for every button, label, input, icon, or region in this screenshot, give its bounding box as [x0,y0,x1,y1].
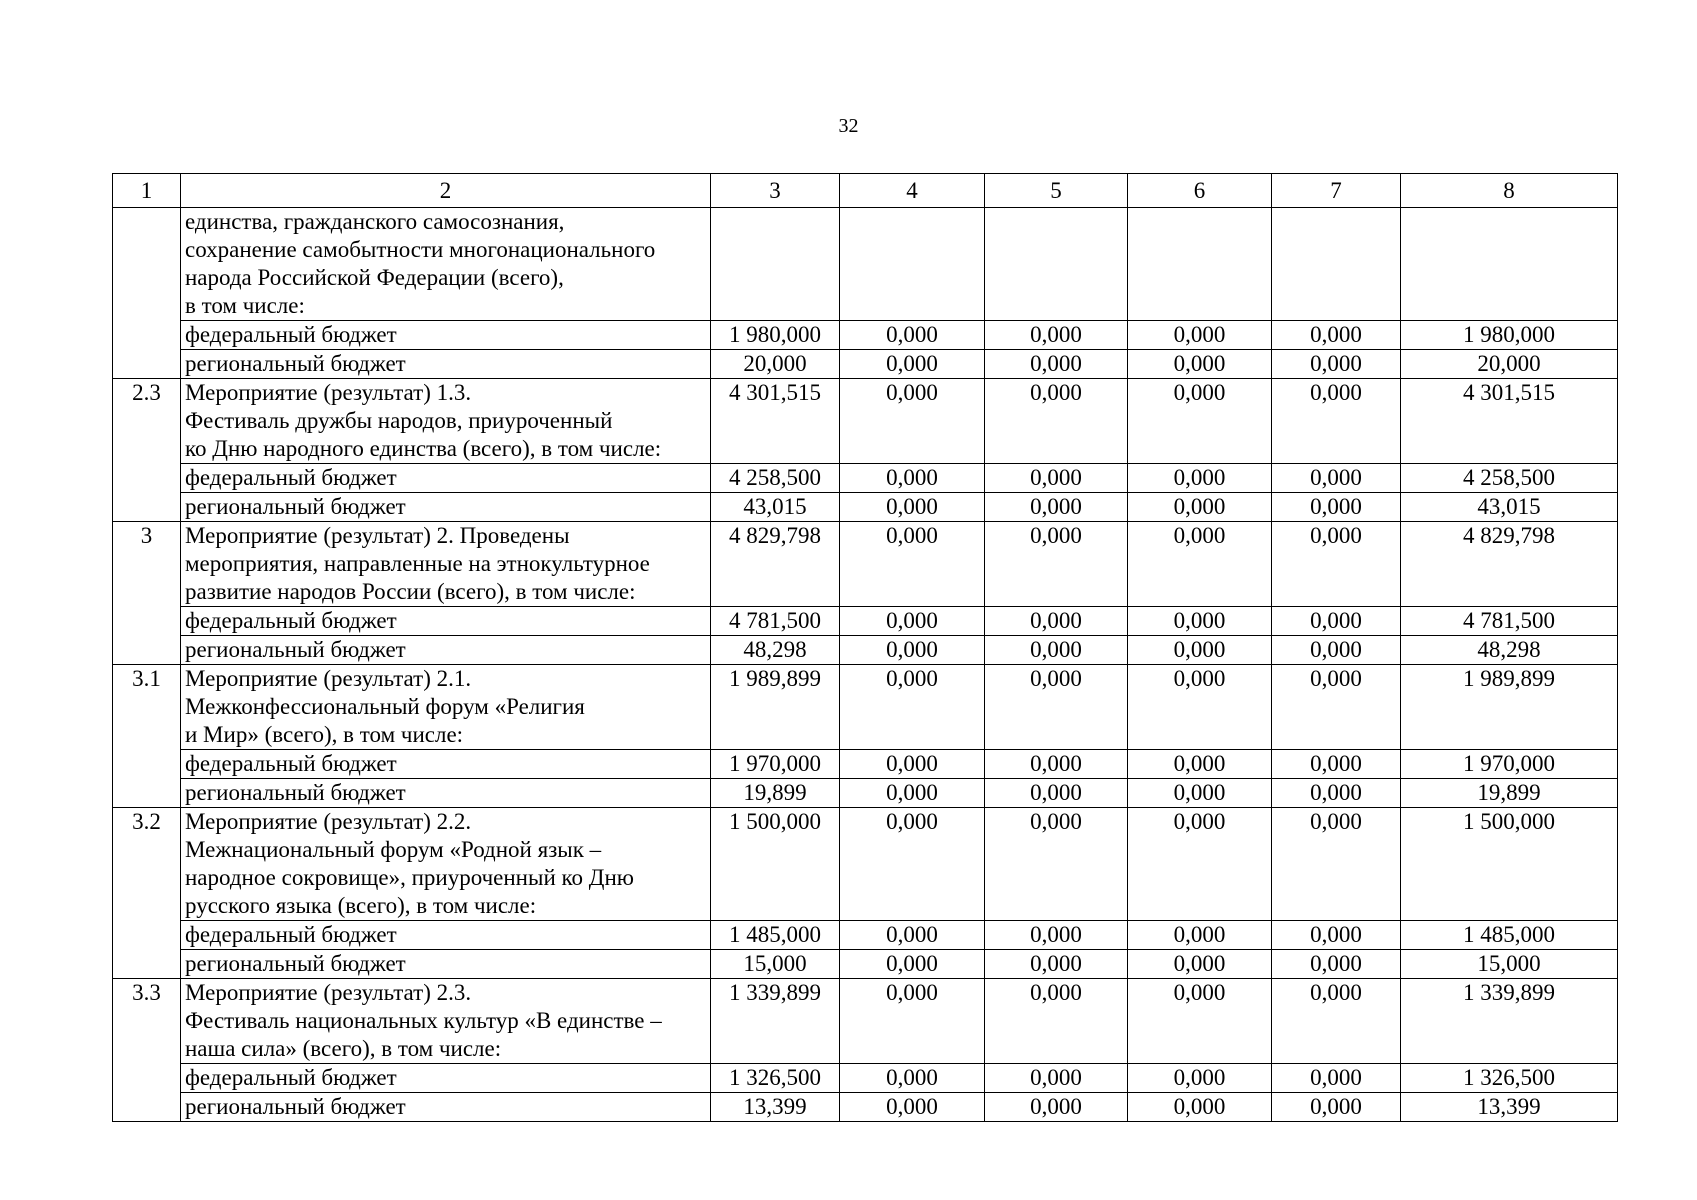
item-name-line: Мероприятие (результат) 2.2. [185,809,472,834]
value-cell: 0,000 [985,750,1128,779]
table-row [113,1064,1618,1093]
header-cell: 4 [840,174,985,208]
value-cell: 0,000 [1272,493,1401,522]
value-cell: 0,000 [1272,350,1401,379]
value-cell: 48,298 [1401,636,1618,665]
value-cell: 4 258,500 [711,464,840,493]
item-name-line: Фестиваль дружбы народов, приуроченный [185,408,613,433]
item-name-cell [181,321,711,350]
value-cell: 0,000 [840,464,985,493]
value-cell: 0,000 [985,1064,1128,1093]
value-cell: 4 258,500 [1401,464,1618,493]
value-cell: 0,000 [840,607,985,636]
value-cell: 19,899 [711,779,840,808]
table-row [113,808,1618,921]
item-name-cell [181,350,711,379]
item-name-line: региональный бюджет [185,951,406,976]
value-cell: 0,000 [1272,950,1401,979]
value-cell: 0,000 [985,493,1128,522]
header-cell: 6 [1128,174,1272,208]
row-number-cell: 3.2 [113,808,181,979]
value-cell: 0,000 [840,350,985,379]
value-cell: 4 781,500 [711,607,840,636]
value-cell: 0,000 [1128,1093,1272,1122]
value-cell: 0,000 [1272,522,1401,607]
value-cell: 1 339,899 [711,979,840,1064]
value-cell [711,208,840,321]
item-name-line: федеральный бюджет [185,322,397,347]
header-cell: 3 [711,174,840,208]
row-number-cell: 2.3 [113,379,181,522]
item-name-line: федеральный бюджет [185,465,397,490]
value-cell: 20,000 [1401,350,1618,379]
value-cell: 0,000 [985,979,1128,1064]
table-row [113,750,1618,779]
value-cell: 1 326,500 [711,1064,840,1093]
item-name-line: Мероприятие (результат) 2.1. [185,666,472,691]
value-cell: 1 500,000 [711,808,840,921]
value-cell: 0,000 [985,808,1128,921]
value-cell: 0,000 [985,321,1128,350]
value-cell: 1 989,899 [711,665,840,750]
item-name-line: сохранение самобытности многонационального [185,237,656,262]
item-name-line: федеральный бюджет [185,751,397,776]
value-cell: 0,000 [985,350,1128,379]
row-number-cell: 3.1 [113,665,181,808]
item-name-line: и Мир» (всего), в том числе: [185,722,464,747]
item-name-line: наша сила» (всего), в том числе: [185,1036,502,1061]
value-cell: 0,000 [1272,1064,1401,1093]
value-cell: 1 970,000 [1401,750,1618,779]
value-cell: 0,000 [840,493,985,522]
value-cell: 0,000 [1128,1064,1272,1093]
value-cell: 4 781,500 [1401,607,1618,636]
value-cell: 0,000 [840,808,985,921]
table-row [113,1093,1618,1122]
value-cell: 0,000 [985,522,1128,607]
item-name-cell [181,493,711,522]
value-cell: 0,000 [1272,921,1401,950]
value-cell: 0,000 [1128,379,1272,464]
value-cell: 0,000 [1128,921,1272,950]
item-name-cell [181,979,711,1064]
value-cell: 1 339,899 [1401,979,1618,1064]
item-name-line: региональный бюджет [185,494,406,519]
value-cell: 0,000 [985,636,1128,665]
value-cell: 0,000 [985,1093,1128,1122]
value-cell: 43,015 [711,493,840,522]
value-cell: 19,899 [1401,779,1618,808]
value-cell: 0,000 [985,950,1128,979]
value-cell: 0,000 [1128,350,1272,379]
value-cell: 0,000 [1128,607,1272,636]
value-cell: 0,000 [1128,493,1272,522]
item-name-line: в том числе: [185,293,305,318]
row-number-cell [113,208,181,379]
table-row [113,493,1618,522]
value-cell: 0,000 [1272,779,1401,808]
value-cell: 0,000 [840,979,985,1064]
item-name-line: Межнациональный форум «Родной язык – [185,837,602,862]
item-name-line: региональный бюджет [185,780,406,805]
table-row [113,979,1618,1064]
header-cell: 7 [1272,174,1401,208]
value-cell: 1 980,000 [1401,321,1618,350]
value-cell: 0,000 [1128,636,1272,665]
item-name-line: развитие народов России (всего), в том числе: [185,579,636,604]
value-cell: 1 980,000 [711,321,840,350]
item-name-line: мероприятия, направленные на этнокультурное [185,551,650,576]
item-name-cell [181,779,711,808]
table-row [113,522,1618,607]
item-name-line: народное сокровище», приуроченный ко Дню [185,865,634,890]
item-name-line: региональный бюджет [185,1094,406,1119]
table-row [113,321,1618,350]
value-cell: 1 326,500 [1401,1064,1618,1093]
value-cell: 0,000 [985,607,1128,636]
value-cell: 0,000 [1128,522,1272,607]
value-cell: 0,000 [1128,808,1272,921]
item-name-cell [181,208,711,321]
value-cell: 0,000 [840,921,985,950]
value-cell: 0,000 [985,464,1128,493]
value-cell: 15,000 [1401,950,1618,979]
value-cell: 0,000 [840,1064,985,1093]
header-cell: 5 [985,174,1128,208]
item-name-cell [181,921,711,950]
item-name-cell [181,808,711,921]
value-cell: 0,000 [1272,464,1401,493]
item-name-line: Мероприятие (результат) 2.3. [185,980,472,1005]
value-cell: 4 829,798 [1401,522,1618,607]
header-cell: 2 [181,174,711,208]
item-name-cell [181,636,711,665]
value-cell: 0,000 [840,321,985,350]
item-name-line: Межконфессиональный форум «Религия [185,694,585,719]
value-cell: 0,000 [985,379,1128,464]
table-row [113,779,1618,808]
item-name-cell [181,464,711,493]
value-cell [1272,208,1401,321]
item-name-line: русского языка (всего), в том числе: [185,893,537,918]
item-name-line: народа Российской Федерации (всего), [185,265,564,290]
value-cell: 0,000 [1272,750,1401,779]
value-cell: 0,000 [840,950,985,979]
value-cell: 0,000 [840,750,985,779]
value-cell [985,208,1128,321]
value-cell: 15,000 [711,950,840,979]
item-name-cell [181,1093,711,1122]
value-cell: 0,000 [1128,321,1272,350]
value-cell: 4 301,515 [711,379,840,464]
table-row [113,208,1618,321]
value-cell: 4 301,515 [1401,379,1618,464]
item-name-cell [181,379,711,464]
header-cell: 1 [113,174,181,208]
value-cell: 13,399 [1401,1093,1618,1122]
table-row [113,950,1618,979]
item-name-line: региональный бюджет [185,637,406,662]
value-cell: 4 829,798 [711,522,840,607]
table-row [113,921,1618,950]
table-row [113,379,1618,464]
value-cell: 13,399 [711,1093,840,1122]
value-cell: 0,000 [1272,665,1401,750]
value-cell: 20,000 [711,350,840,379]
item-name-cell [181,607,711,636]
item-name-line: Мероприятие (результат) 1.3. [185,380,472,405]
table-row [113,464,1618,493]
value-cell: 0,000 [840,636,985,665]
value-cell: 48,298 [711,636,840,665]
table-row [113,665,1618,750]
row-number-cell: 3.3 [113,979,181,1122]
value-cell: 0,000 [1272,808,1401,921]
table-row [113,350,1618,379]
value-cell: 0,000 [1272,379,1401,464]
value-cell: 0,000 [1128,950,1272,979]
item-name-line: Мероприятие (результат) 2. Проведены [185,523,570,548]
item-name-line: федеральный бюджет [185,608,397,633]
value-cell [1401,208,1618,321]
item-name-cell [181,522,711,607]
table-row [113,607,1618,636]
value-cell: 0,000 [1128,750,1272,779]
item-name-line: федеральный бюджет [185,922,397,947]
item-name-cell [181,1064,711,1093]
item-name-line: Фестиваль национальных культур «В единстве – [185,1008,662,1033]
row-number-cell: 3 [113,522,181,665]
value-cell: 0,000 [1128,779,1272,808]
value-cell [840,208,985,321]
value-cell: 0,000 [840,522,985,607]
budget-table [112,173,1618,1122]
value-cell: 1 500,000 [1401,808,1618,921]
value-cell: 0,000 [985,921,1128,950]
value-cell [1128,208,1272,321]
table-row [113,636,1618,665]
value-cell: 0,000 [840,1093,985,1122]
value-cell: 1 970,000 [711,750,840,779]
value-cell: 0,000 [1128,665,1272,750]
value-cell: 0,000 [840,779,985,808]
value-cell: 0,000 [840,379,985,464]
value-cell: 0,000 [985,665,1128,750]
value-cell: 0,000 [1272,1093,1401,1122]
table-header-row [113,174,1618,208]
value-cell: 0,000 [1128,464,1272,493]
value-cell: 1 989,899 [1401,665,1618,750]
item-name-cell [181,750,711,779]
value-cell: 1 485,000 [1401,921,1618,950]
value-cell: 0,000 [1272,979,1401,1064]
value-cell: 1 485,000 [711,921,840,950]
item-name-line: региональный бюджет [185,351,406,376]
value-cell: 0,000 [1272,607,1401,636]
value-cell: 0,000 [1128,979,1272,1064]
value-cell: 0,000 [1272,321,1401,350]
item-name-cell [181,665,711,750]
value-cell: 0,000 [985,779,1128,808]
page-number: 32 [838,115,859,137]
header-cell: 8 [1401,174,1618,208]
item-name-cell [181,950,711,979]
value-cell: 0,000 [840,665,985,750]
item-name-line: федеральный бюджет [185,1065,397,1090]
value-cell: 43,015 [1401,493,1618,522]
value-cell: 0,000 [1272,636,1401,665]
item-name-line: ко Дню народного единства (всего), в том числе: [185,436,662,461]
item-name-line: единства, гражданского самосознания, [185,209,565,234]
